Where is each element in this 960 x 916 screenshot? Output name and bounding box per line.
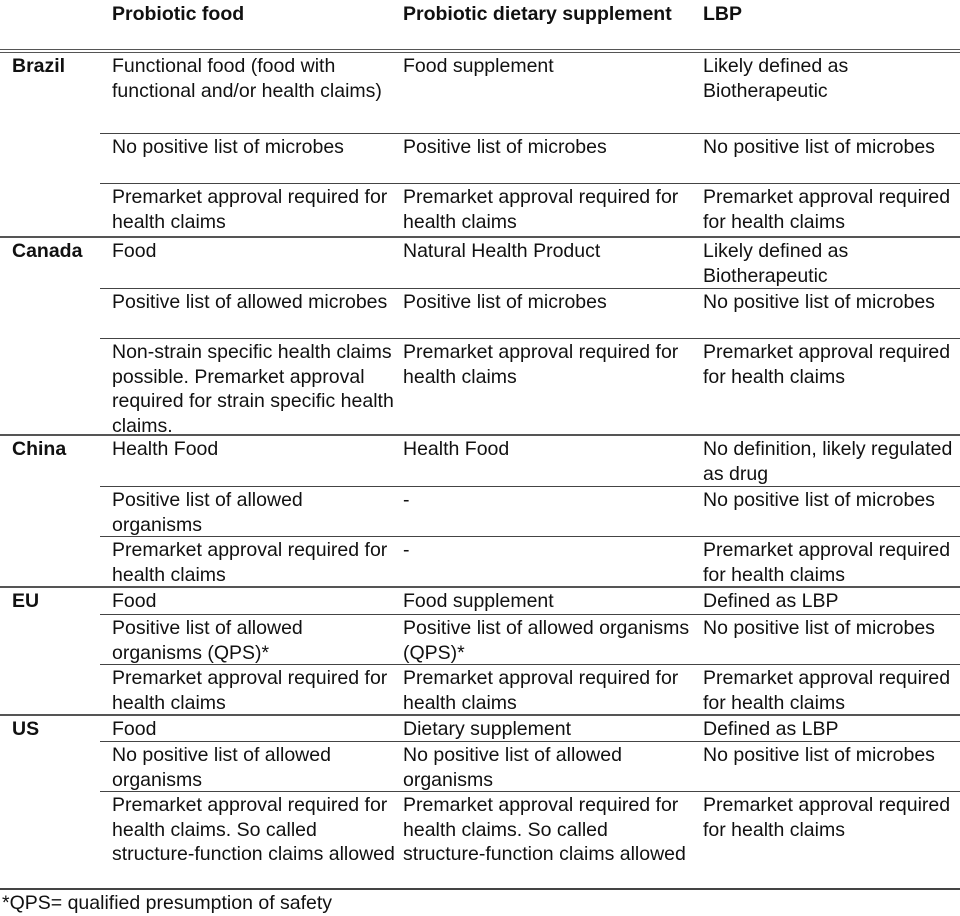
country-label: US bbox=[12, 718, 40, 740]
cell-probiotic-food: Non-strain specific health claims possible. Premarket approval required for strain specific health claims. bbox=[112, 341, 394, 437]
cell-dietary-supplement: No positive list of allowed organisms bbox=[403, 744, 622, 791]
header-corner bbox=[0, 2, 112, 49]
cell-dietary-supplement: Natural Health Product bbox=[403, 240, 601, 262]
cell-lbp: Defined as LBP bbox=[703, 590, 839, 612]
cell-lbp: Premarket approval required for health claims bbox=[703, 794, 951, 841]
table-row bbox=[100, 664, 960, 714]
cell-probiotic-food: Food bbox=[112, 590, 157, 612]
cell-probiotic-food: Premarket approval required for health claims bbox=[112, 667, 388, 714]
country-group-eu bbox=[0, 586, 960, 714]
table-row bbox=[100, 588, 960, 614]
cell-dietary-supplement: Health Food bbox=[403, 438, 510, 460]
cell-probiotic-food: Positive list of allowed microbes bbox=[112, 291, 388, 313]
cell-probiotic-food: No positive list of microbes bbox=[112, 136, 344, 158]
country-label: China bbox=[12, 438, 67, 460]
cell-dietary-supplement: Positive list of allowed organisms (QPS)* bbox=[403, 617, 690, 664]
cell-probiotic-food: Positive list of allowed organisms (QPS)* bbox=[112, 617, 303, 664]
cell-lbp: No positive list of microbes bbox=[703, 291, 935, 313]
cell-dietary-supplement: Premarket approval required for health claims. So called structure-function claims allowed bbox=[403, 794, 686, 866]
table-row bbox=[100, 536, 960, 586]
table-row bbox=[100, 716, 960, 741]
cell-probiotic-food: Food bbox=[112, 240, 157, 262]
cell-dietary-supplement: Premarket approval required for health claims bbox=[403, 186, 679, 233]
cell-dietary-supplement: - bbox=[403, 539, 410, 561]
header-probiotic-dietary-supplement: Probiotic dietary supplement bbox=[403, 3, 672, 25]
country-label: Canada bbox=[12, 240, 83, 262]
table-row bbox=[100, 133, 960, 183]
cell-lbp: Premarket approval required for health claims bbox=[703, 186, 951, 233]
country-group-us bbox=[0, 714, 960, 888]
cell-dietary-supplement: Food supplement bbox=[403, 55, 554, 77]
table-header bbox=[0, 0, 960, 49]
cell-lbp: Premarket approval required for health claims bbox=[703, 539, 951, 586]
cell-lbp: Defined as LBP bbox=[703, 718, 839, 740]
cell-probiotic-food: Functional food (food with functional and/or health claims) bbox=[112, 55, 382, 102]
cell-lbp: No definition, likely regulated as drug bbox=[703, 438, 953, 485]
table-row bbox=[100, 288, 960, 338]
table-row bbox=[100, 791, 960, 888]
cell-lbp: No positive list of microbes bbox=[703, 136, 935, 158]
country-group-canada bbox=[0, 236, 960, 437]
cell-probiotic-food: Premarket approval required for health claims bbox=[112, 186, 388, 233]
table-row bbox=[100, 741, 960, 791]
country-label: EU bbox=[12, 590, 40, 612]
cell-lbp: Premarket approval required for health claims bbox=[703, 341, 951, 388]
cell-probiotic-food: Premarket approval required for health claims bbox=[112, 539, 388, 586]
cell-dietary-supplement: Positive list of microbes bbox=[403, 291, 607, 313]
header-lbp: LBP bbox=[703, 3, 742, 25]
cell-probiotic-food: Premarket approval required for health claims. So called structure-function claims allowed bbox=[112, 794, 395, 866]
table-row bbox=[100, 53, 960, 133]
cell-dietary-supplement: Premarket approval required for health claims bbox=[403, 667, 679, 714]
header-probiotic-food: Probiotic food bbox=[112, 3, 245, 25]
table-row bbox=[100, 614, 960, 664]
cell-probiotic-food: Positive list of allowed organisms bbox=[112, 489, 303, 536]
cell-lbp: Premarket approval required for health claims bbox=[703, 667, 951, 714]
table-row bbox=[100, 238, 960, 288]
cell-dietary-supplement: Food supplement bbox=[403, 590, 554, 612]
cell-lbp: No positive list of microbes bbox=[703, 489, 935, 511]
cell-dietary-supplement: Premarket approval required for health claims bbox=[403, 341, 679, 388]
cell-probiotic-food: No positive list of allowed organisms bbox=[112, 744, 331, 791]
table-row bbox=[100, 183, 960, 236]
cell-lbp: No positive list of microbes bbox=[703, 744, 935, 766]
cell-probiotic-food: Health Food bbox=[112, 438, 219, 460]
cell-dietary-supplement: Dietary supplement bbox=[403, 718, 571, 740]
cell-lbp: No positive list of microbes bbox=[703, 617, 935, 639]
country-label: Brazil bbox=[12, 55, 66, 77]
footnote: *QPS= qualified presumption of safety bbox=[2, 892, 333, 914]
country-group-china bbox=[0, 434, 960, 586]
country-group-brazil bbox=[0, 53, 960, 236]
cell-probiotic-food: Food bbox=[112, 718, 157, 740]
cell-dietary-supplement: Positive list of microbes bbox=[403, 136, 607, 158]
table-row bbox=[100, 486, 960, 536]
table-row bbox=[100, 436, 960, 486]
cell-lbp: Likely defined as Biotherapeutic bbox=[703, 55, 849, 102]
cell-lbp: Likely defined as Biotherapeutic bbox=[703, 240, 849, 287]
cell-dietary-supplement: - bbox=[403, 489, 410, 511]
table-row bbox=[100, 338, 960, 437]
